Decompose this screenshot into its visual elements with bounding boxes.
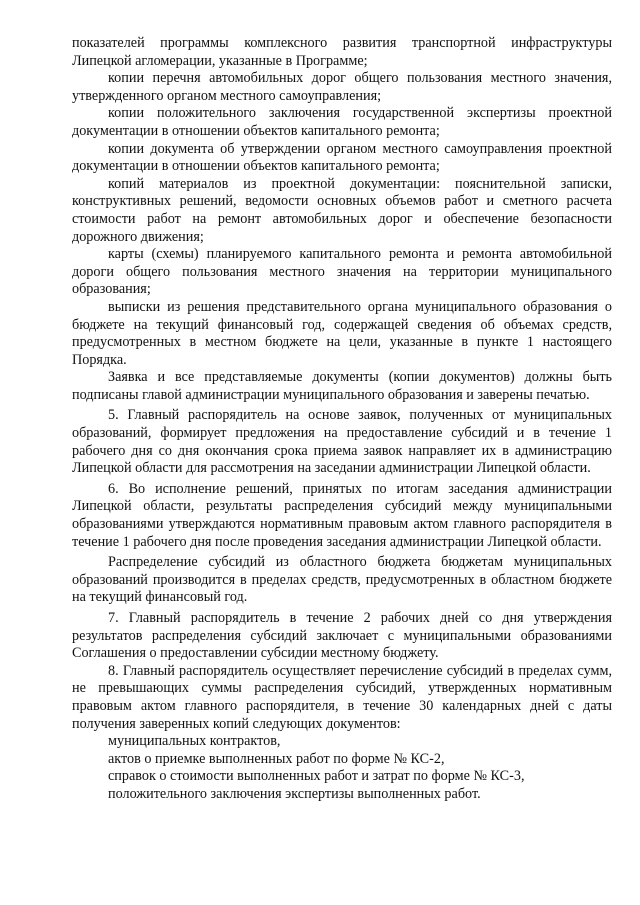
list-item: положительного заключения экспертизы выполненных работ. [108,785,481,802]
paragraph-project-materials: копий материалов из проектной документации: пояснительной записки, конструктивных решений, ведомости основных объемов работ и сметного расчета стоимости работ на ремонт автомобильных дорог и обеспечение безопасности дорожного движения; [72,175,612,245]
paragraph-item-5: 5. Главный распорядитель на основе заявок, полученных от муниципальных образований, формирует предложения на предоставление субсидий и в течение 1 рабочего дня со дня окончания срока приема заявок направляет их в администрацию Липецкой области для рассмотрения на заседании администрации Липецкой области. [72,407,612,477]
paragraph-maps: карты (схемы) планируемого капитального ремонта и ремонта автомобильной дороги общего пользования местного значения на территории муниципального образования; [72,246,612,298]
paragraph-budget-extract: выписки из решения представительного органа муниципального образования о бюджете на текущий финансовый год, содержащей сведения об объемах средств, предусмотренных в местном бюджете на цели, указанные в пункте 1 настоящего Порядка. [72,298,612,368]
paragraph-continuation: показателей программы комплексного развития транспортной инфраструктуры Липецкой агломерации, указанные в Программе; [72,35,612,69]
paragraph-item-6: 6. Во исполнение решений, принятых по итогам заседания администрации Липецкой области, результаты распределения субсидий между муниципальными образованиями утверждаются нормативным правовым актом главного распорядителя в течение 1 рабочего дня после проведения заседания администрации Липецкой области. [72,480,612,550]
list-item: актов о приемке выполненных работ по форме № КС-2, [108,750,445,767]
paragraph-approval: копии документа об утверждении органом местного самоуправления проектной документации в отношении объектов капитального ремонта; [72,140,612,175]
paragraph-roads-list: копии перечня автомобильных дорог общего пользования местного значения, утвержденного органом местного самоуправления; [72,70,612,104]
paragraph-item-7: 7. Главный распорядитель в течение 2 рабочих дней со дня утверждения результатов распределения субсидий заключает с муниципальными образованиями Соглашения о предоставлении субсидии местному бюджету. [72,610,612,662]
paragraph-distribution: Распределение субсидий из областного бюджета бюджетам муниципальных образований производится в пределах средств, предусмотренных в областном бюджете на текущий финансовый год. [72,554,612,606]
list-item: муниципальных контрактов, [108,733,281,750]
document-page [72,35,612,804]
paragraph-expertise: копии положительного заключения государственной экспертизы проектной документации в отношении объектов капитального ремонта; [72,105,612,139]
paragraph-item-8: 8. Главный распорядитель осуществляет перечисление субсидий в пределах сумм, не превышающих суммы распределения субсидий, утвержденных нормативным правовым актом главного распорядителя, в течение 30 календарных дней с даты получения заверенных копий следующих документов: [72,662,612,732]
list-item: справок о стоимости выполненных работ и затрат по форме № КС-3, [108,768,525,785]
paragraph-signatures: Заявка и все представляемые документы (копии документов) должны быть подписаны главой администрации муниципального образования и заверены печатью. [72,369,612,403]
